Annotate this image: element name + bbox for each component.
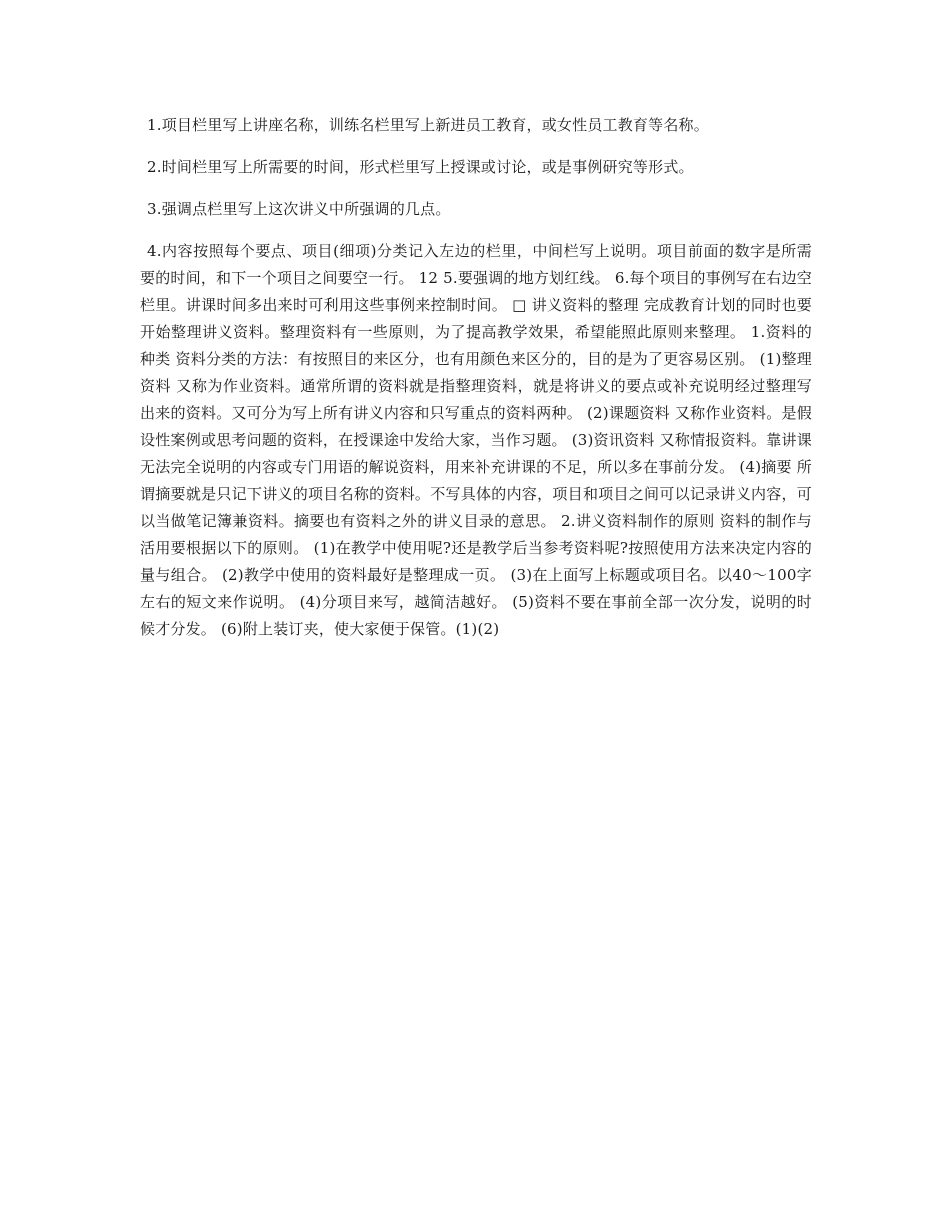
- paragraph-item-1: 1.项目栏里写上讲座名称，训练名栏里写上新进员工教育，或女性员工教育等名称。: [147, 116, 709, 134]
- paragraph-item-3: 3.强调点栏里写上这次讲义中所强调的几点。: [147, 200, 451, 218]
- paragraph-item-4: 4.内容按照每个要点、项目(细项)分类记入左边的栏里，中间栏写上说明。项目前面的数字是所需要的时间，和下一个项目之间要空一行。 12 5.要强调的地方划红线。 6.每个项目的事例写在右边空栏里。讲课时间多出来时可利用这些事例来控制时间。 □ 讲义资料的整理 完成教育计划的同时也要开始整理讲义资料。整理资料有一些原则，为了提高教学效果，希望能照此原则来整理。 1.资料的种类 资料分类的方法：有按照目的来区分，也有用颜色来区分的，目的是为了更容易区别。 (1)整理资料 又称为作业资料。通常所谓的资料就是指整理资料，就是将讲义的要点或补充说明经过整理写出来的资料。又可分为写上所有讲义内容和只写重点的资料两种。 (2)课题资料 又称作业资料。是假设性案例或思考问题的资料，在授课途中发给大家，当作习题。 (3)资讯资料 又称情报资料。靠讲课无法完全说明的内容或专门用语的解说资料，用来补充讲课的不足，所以多在事前分发。 (4)摘要 所谓摘要就是只记下讲义的项目名称的资料。不写具体的内容，项目和项目之间可以记录讲义内容，可以当做笔记簿兼资料。摘要也有资料之外的讲义目录的意思。 2.讲义资料制作的原则 资料的制作与活用要根据以下的原则。 (1)在教学中使用呢?还是教学后当参考资料呢?按照使用方法来决定内容的量与组合。 (2)教学中使用的资料最好是整理成一页。 (3)在上面写上标题或项目名。以40～100字左右的短文来作说明。 (4)分项目来写，越简洁越好。 (5)资料不要在事前全部一次分发，说明的时候才分发。 (6)附上装订夹，使大家便于保管。(1)(2): [140, 242, 812, 638]
- document-page: [140, 112, 812, 643]
- paragraph-item-2: 2.时间栏里写上所需要的时间，形式栏里写上授课或讨论，或是事例研究等形式。: [147, 158, 694, 176]
